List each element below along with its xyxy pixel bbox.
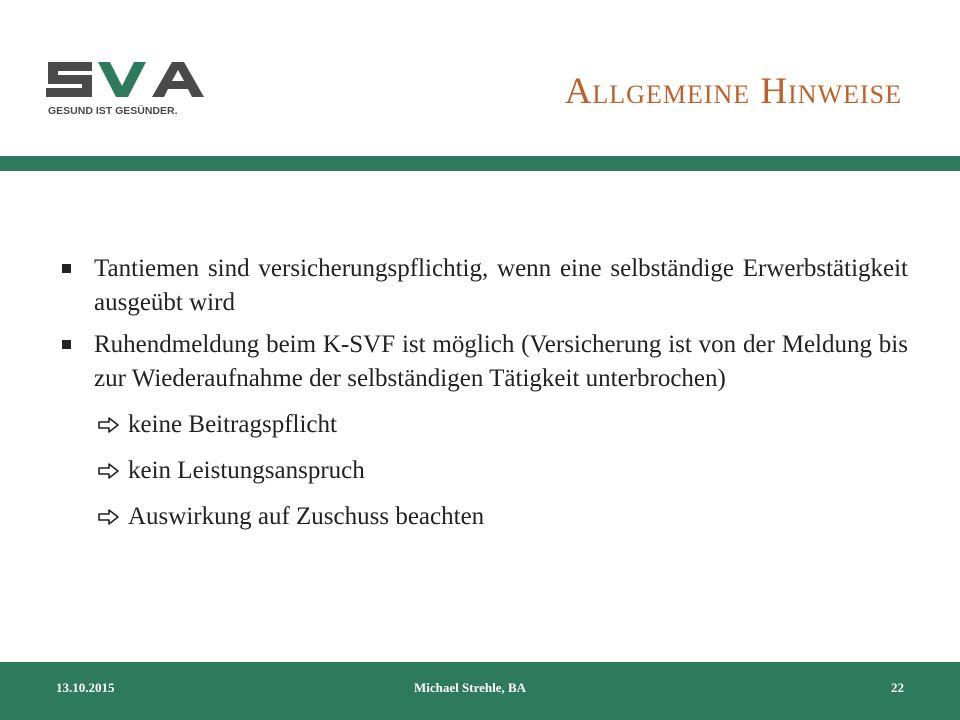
- bullet-item: [60, 328, 908, 396]
- arrow-right-icon: [98, 417, 120, 433]
- footer-bar: [0, 662, 960, 720]
- sva-logo: [44, 54, 216, 118]
- bullet-item: [60, 252, 908, 320]
- square-bullet-icon: [62, 264, 71, 273]
- consequence-text: Auswirkung auf Zuschuss beachten: [128, 503, 485, 530]
- logo-tagline: GESUND IST GESÜNDER.: [48, 105, 178, 117]
- bullet-text: Tantiemen sind versicherungspflichtig, wenn eine selbständige Erwerbstätigkeit ausgeübt wird: [94, 255, 908, 316]
- consequence-item: [60, 500, 908, 534]
- arrow-right-icon: [98, 463, 120, 479]
- consequence-text: kein Leistungsanspruch: [128, 457, 365, 484]
- footer-author: Michael Strehle, BA: [414, 680, 527, 695]
- footer-date: 13.10.2015: [56, 680, 115, 695]
- page-number: 22: [891, 680, 904, 695]
- slide-title: Allgemeine Hinweise: [564, 71, 902, 112]
- slide-content: [60, 252, 908, 534]
- consequence-text: keine Beitragspflicht: [128, 411, 337, 438]
- square-bullet-icon: [62, 340, 71, 349]
- consequence-item: [60, 408, 908, 442]
- consequence-item: [60, 454, 908, 488]
- arrow-right-icon: [98, 509, 120, 525]
- bullet-text: Ruhendmeldung beim K-SVF ist möglich (Versicherung ist von der Meldung bis zur Wiederaufnahme der selbständigen Tätigkeit unterbrochen): [94, 331, 908, 392]
- header-rule: [0, 156, 960, 171]
